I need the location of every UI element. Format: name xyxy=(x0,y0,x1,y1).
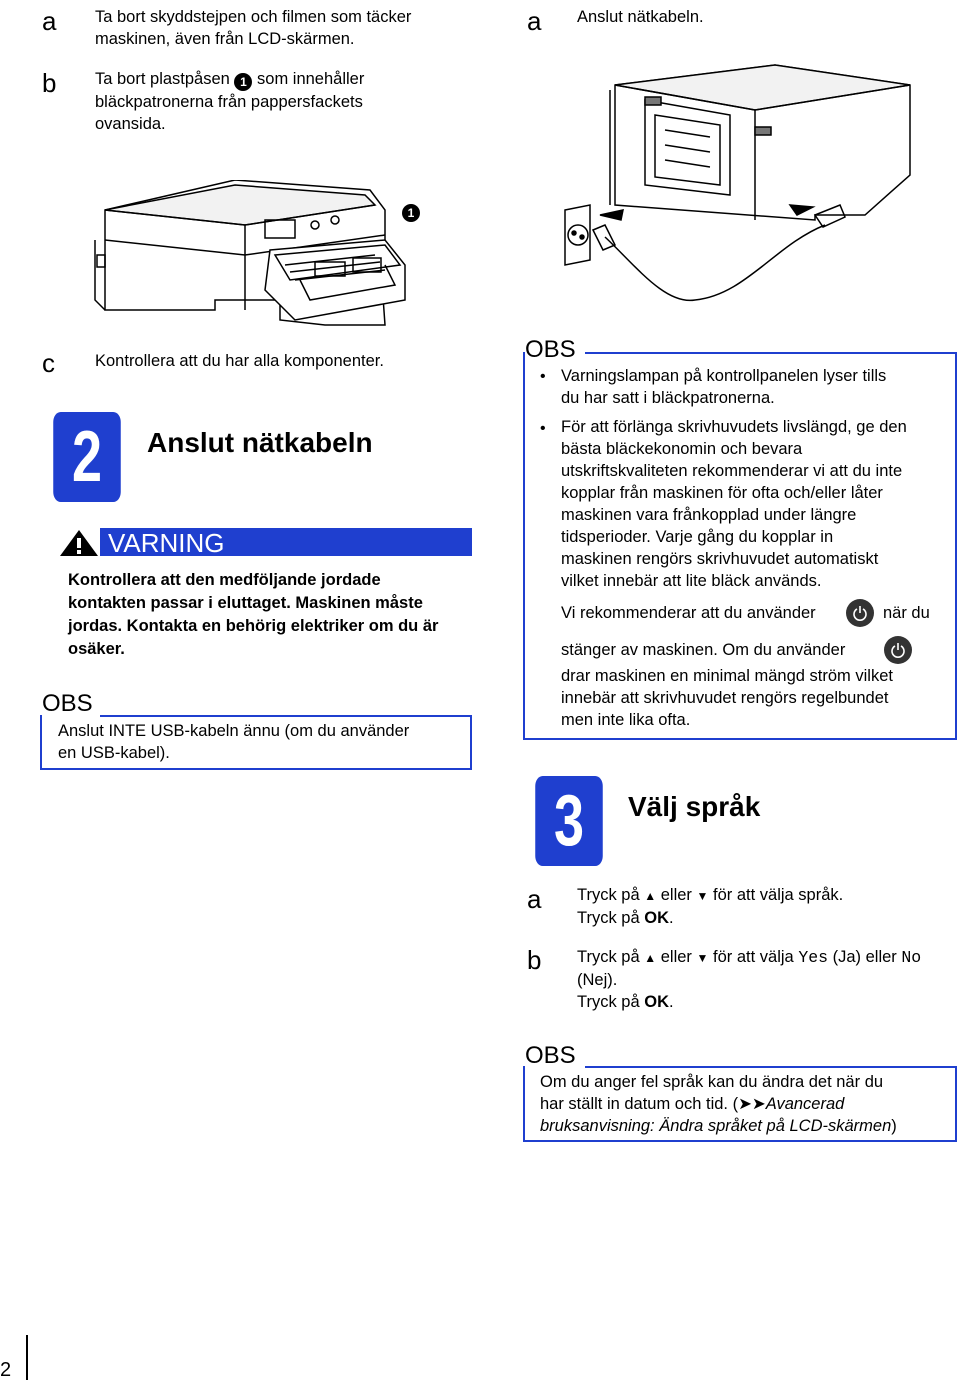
section-3-number: 3 xyxy=(535,776,603,866)
down-arrow-icon: ▼ xyxy=(696,951,709,965)
obs-label-right-1: OBS xyxy=(525,336,576,363)
section-2-title: Anslut nätkabeln xyxy=(147,427,373,458)
section-2-number: 2 xyxy=(53,412,121,502)
step-b-line3: ovansida. xyxy=(95,115,166,133)
down-arrow-icon: ▼ xyxy=(696,889,709,903)
obs1-recommend-line2: stänger av maskinen. Om du använder xyxy=(561,641,846,659)
figure-callout-1-icon: 1 xyxy=(402,204,420,222)
step-c-text: Kontrollera att du har alla komponenter. xyxy=(95,352,384,370)
obs1-recommend-post: när du xyxy=(883,604,930,622)
printer-with-plastic-bag-figure xyxy=(85,180,430,330)
step-a-text xyxy=(95,6,475,50)
obs-label-right-2: OBS xyxy=(525,1042,576,1069)
obs-label-left: OBS xyxy=(42,690,93,717)
double-arrow-icon: ➤➤ xyxy=(738,1095,766,1113)
right-step-a-text: Anslut nätkabeln. xyxy=(577,8,704,26)
section-3-title: Välj språk xyxy=(628,791,761,822)
obs1-recommend-rest: drar maskinen en minimal mängd ström vilket innebär att skrivhuvudet rengörs regelbundet men inte lika ofta. xyxy=(561,667,893,729)
warning-label: VARNING xyxy=(108,528,225,558)
obs1-bullet2-text: För att förlänga skrivhuvudets livslängd, ge den bästa bläckekonomin och bevara utskriftskvaliteten rekommenderar vi att du inte kopplar från maskinen för ofta och/eller låter maskinen vara frånkopplad under längre tidsperioder. Varje gång du kopplar in maskinen rengörs skrivhuvudet automatiskt vilket innebär att lite bläck används. xyxy=(561,418,907,590)
power-cable-figure xyxy=(545,45,935,305)
s3-step-b-text: Tryck på ▲ eller ▼ för att välja Yes (Ja) eller No (Nej). Tryck på OK. xyxy=(577,948,922,1011)
obs2-text: Om du anger fel språk kan du ändra det när du har ställt in datum och tid. (➤➤Avancerad bruksanvisning: Ändra språket på LCD-skärmen) xyxy=(540,1073,897,1135)
s3-step-a-letter: a xyxy=(527,884,542,914)
step-a-line2: maskinen, även från LCD-skärmen. xyxy=(95,30,355,48)
step-b-text xyxy=(95,68,475,135)
power-button-icon-2 xyxy=(884,636,912,664)
power-button-icon xyxy=(846,599,874,627)
step-a-line1: Ta bort skyddstejpen och filmen som täcker xyxy=(95,8,412,26)
obs1-bullet1-text: Varningslampan på kontrollpanelen lyser tills du har satt i bläckpatronerna. xyxy=(561,367,887,407)
obs-text-left: Anslut INTE USB-kabeln ännu (om du använder en USB-kabel). xyxy=(58,722,410,762)
step-b-line1: Ta bort plastpåsen 1 som innehåller xyxy=(95,70,365,89)
step-b-line2: bläckpatronerna från pappersfackets xyxy=(95,93,363,111)
bullet-2: • xyxy=(540,420,546,437)
warning-triangle-icon xyxy=(58,528,100,558)
page-number-divider xyxy=(26,1335,28,1380)
s3-step-a-text: Tryck på ▲ eller ▼ för att välja språk. Tryck på OK. xyxy=(577,886,844,927)
step-c-letter: c xyxy=(42,348,55,378)
step-a-letter: a xyxy=(42,6,57,36)
right-step-a-letter: a xyxy=(527,6,542,36)
bullet-1: • xyxy=(540,368,546,385)
up-arrow-icon: ▲ xyxy=(644,889,657,903)
obs1-recommend-line1: Vi rekommenderar att du använder xyxy=(561,604,816,622)
s3-step-b-letter: b xyxy=(527,945,542,975)
warning-text: Kontrollera att den medföljande jordade kontakten passar i eluttaget. Maskinen måste jordas. Kontakta en behörig elektriker om du är osäker. xyxy=(68,571,439,658)
up-arrow-icon: ▲ xyxy=(644,951,657,965)
callout-1-icon: 1 xyxy=(234,73,252,91)
step-b-letter: b xyxy=(42,68,57,98)
page-number: 2 xyxy=(0,1359,12,1380)
